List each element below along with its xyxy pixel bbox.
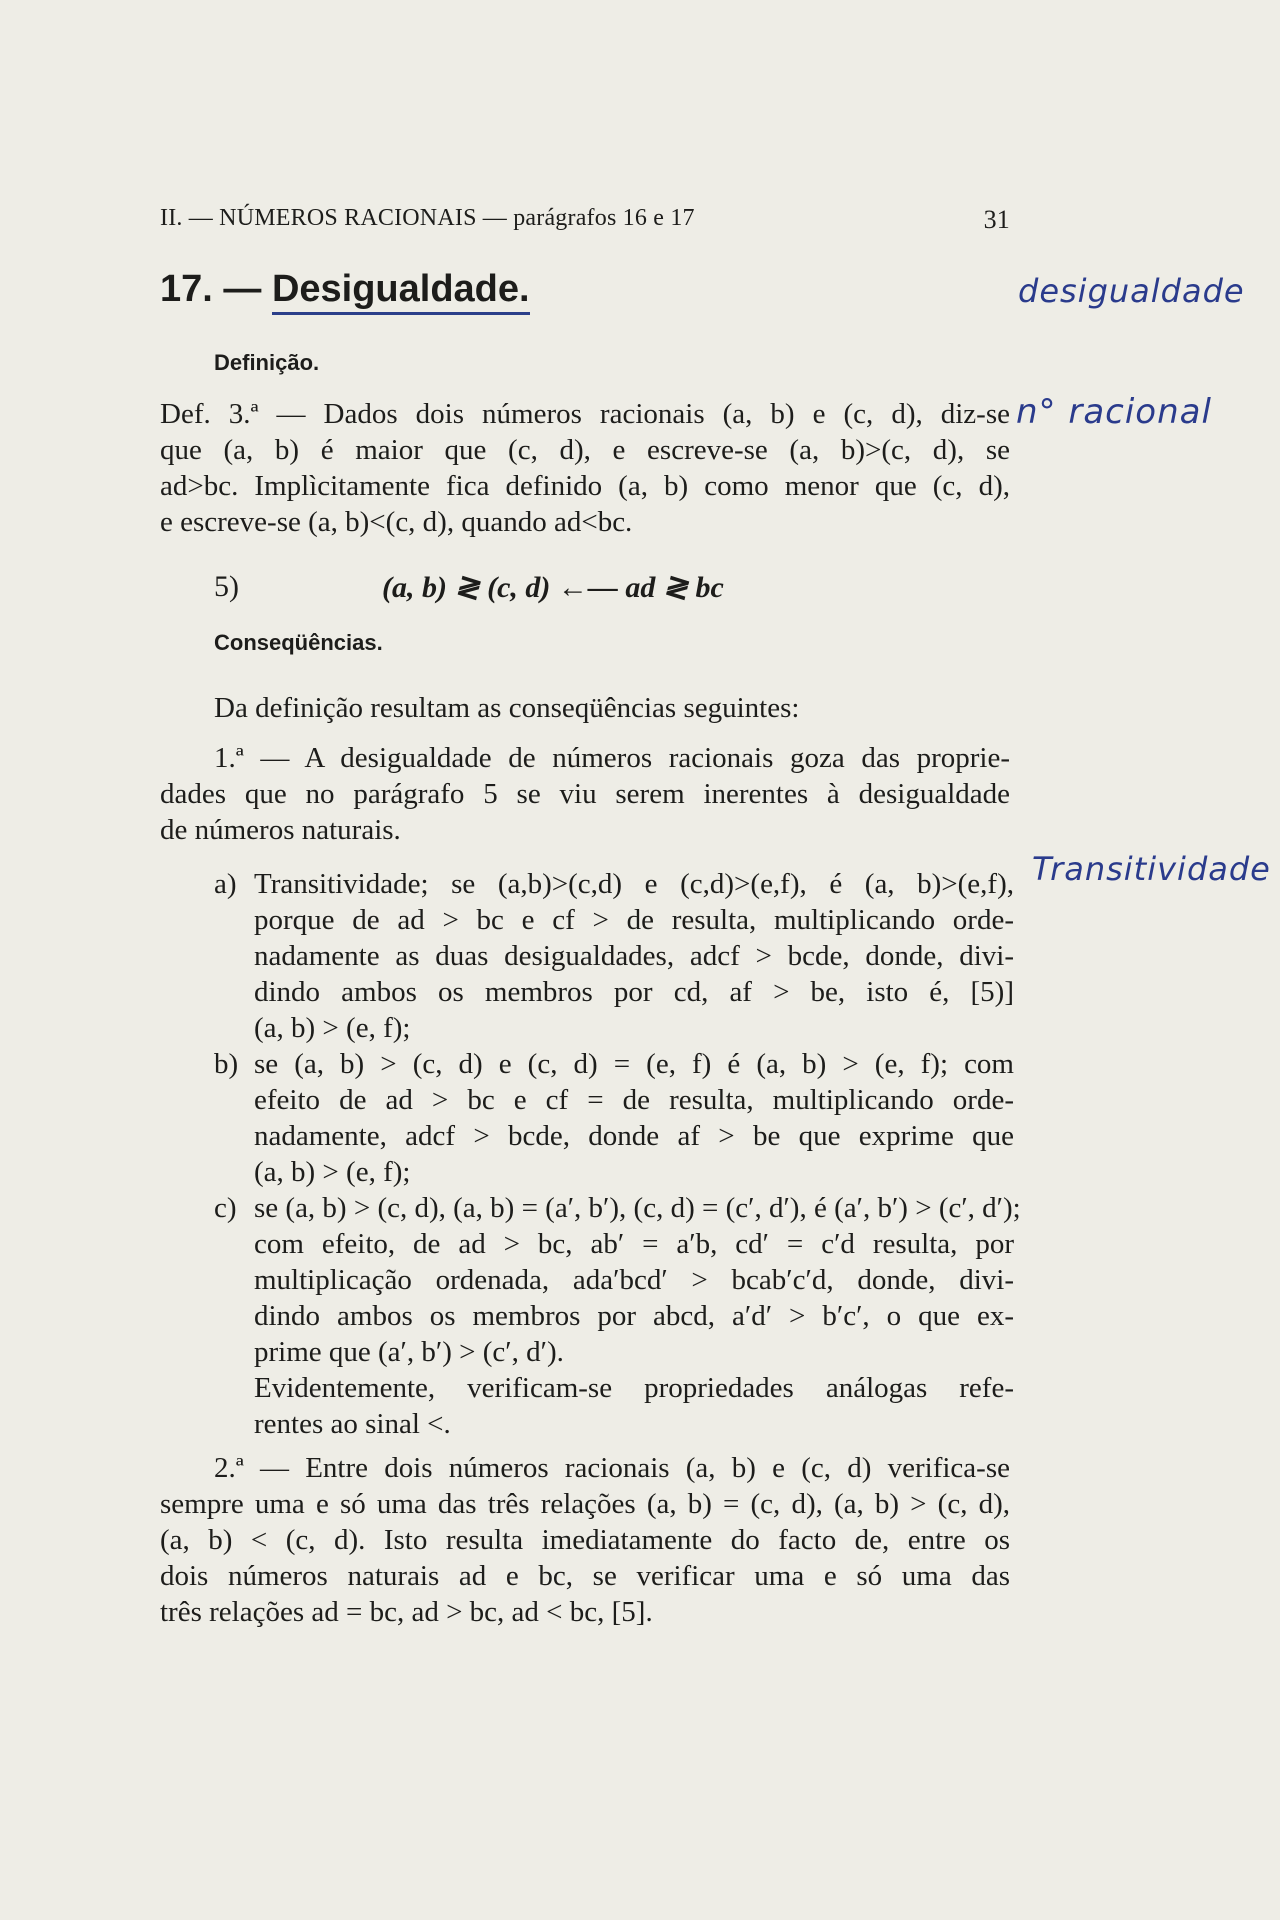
item-line: (a, b) > (e, f); xyxy=(254,1156,411,1188)
formula-expression: (a, b) ≷ (c, d) ←— ad ≷ bc xyxy=(382,571,724,604)
definition-line: Def. 3.ª — Dados dois números racionais (a, b) e (c, d), diz-se xyxy=(160,398,1010,430)
formula-number: 5) xyxy=(214,570,239,603)
consequence-1 xyxy=(160,740,1010,848)
definition-heading: Definição. xyxy=(214,350,320,375)
consequence-2 xyxy=(160,1450,1010,1630)
item-line: se (a, b) > (c, d) e (c, d) = (e, f) é (a, b) > (e, f); com xyxy=(254,1048,1014,1080)
definition-line: e escreve-se (a, b)<(c, d), quando ad<bc. xyxy=(160,506,633,538)
item-line: nadamente, adcf > bcde, donde af > be que exprime que xyxy=(254,1120,1014,1152)
item-label: a) xyxy=(214,868,237,900)
item-content xyxy=(254,1046,1014,1190)
item-line: efeito de ad > bc e cf = de resulta, multiplicando orde- xyxy=(254,1084,1014,1116)
section-title xyxy=(160,268,530,311)
handwritten-note-transitividade: Transitividade xyxy=(1032,850,1271,888)
item-label: c) xyxy=(214,1192,237,1224)
item-line: porque de ad > bc e cf > de resulta, multiplicando orde- xyxy=(254,904,1014,936)
definition-line: que (a, b) é maior que (c, d), e escreve-se (a, b)>(c, d), se xyxy=(160,434,1010,466)
item-content xyxy=(254,866,1014,1046)
item-line: se (a, b) > (c, d), (a, b) = (a′, b′), (c, d) = (c′, d′), é (a′, b′) > (c′, d′); xyxy=(254,1192,1021,1224)
section-title-text: Desigualdade. xyxy=(272,268,530,315)
consequence-1-line: dades que no parágrafo 5 se viu serem inerentes à desigualdade xyxy=(160,778,1010,810)
page-number: 31 xyxy=(983,205,1010,234)
item-line: rentes ao sinal <. xyxy=(254,1408,451,1440)
item-line: multiplicação ordenada, ada′bcd′ > bcab′c′d, donde, divi- xyxy=(254,1264,1014,1296)
item-line: nadamente as duas desigualdades, adcf > bcde, donde, divi- xyxy=(254,940,1014,972)
consequence-2-line: dois números naturais ad e bc, se verificar uma e só uma das xyxy=(160,1560,1010,1592)
item-line: (a, b) > (e, f); xyxy=(254,1012,411,1044)
item-label: b) xyxy=(214,1048,239,1080)
item-content xyxy=(254,1190,1021,1442)
consequences-intro xyxy=(214,690,1010,726)
section-number: 17. — xyxy=(160,268,262,310)
consequences-heading: Conseqüências. xyxy=(214,630,383,655)
item-line: dindo ambos os membros por cd, af > be, isto é, [5)] xyxy=(254,976,1014,1008)
consequence-1-line: 1.ª — A desigualdade de números racionais goza das proprie- xyxy=(214,742,1010,774)
consequence-1-line: de números naturais. xyxy=(160,814,401,846)
handwritten-note-desigualdade: desigualdade xyxy=(1018,272,1245,310)
handwritten-note-racional: n° racional xyxy=(1016,392,1212,432)
item-line: Evidentemente, verificam-se propriedades análogas refe- xyxy=(254,1372,1014,1404)
intro-line: Da definição resultam as conseqüências seguintes: xyxy=(214,692,800,724)
item-line: com efeito, de ad > bc, ab′ = a′b, cd′ = c′d resulta, por xyxy=(254,1228,1014,1260)
item-line: dindo ambos os membros por abcd, a′d′ > b′c′, o que ex- xyxy=(254,1300,1014,1332)
definition-line: ad>bc. Implìcitamente fica definido (a, b) como menor que (c, d), xyxy=(160,470,1010,502)
chapter-header: II. — NÚMEROS RACIONAIS — parágrafos 16 e 17 xyxy=(160,205,695,231)
item-line: prime que (a′, b′) > (c′, d′). xyxy=(254,1336,564,1368)
item-line: Transitividade; se (a,b)>(c,d) e (c,d)>(e,f), é (a, b)>(e,f), xyxy=(254,868,1014,900)
consequence-2-line: sempre uma e só uma das três relações (a, b) = (c, d), (a, b) > (c, d), xyxy=(160,1488,1010,1520)
consequence-2-line: três relações ad = bc, ad > bc, ad < bc, [5]. xyxy=(160,1596,653,1628)
consequence-2-line: 2.ª — Entre dois números racionais (a, b) e (c, d) verifica-se xyxy=(214,1452,1010,1484)
consequence-2-line: (a, b) < (c, d). Isto resulta imediatamente do facto de, entre os xyxy=(160,1524,1010,1556)
definition-paragraph xyxy=(160,396,1010,540)
